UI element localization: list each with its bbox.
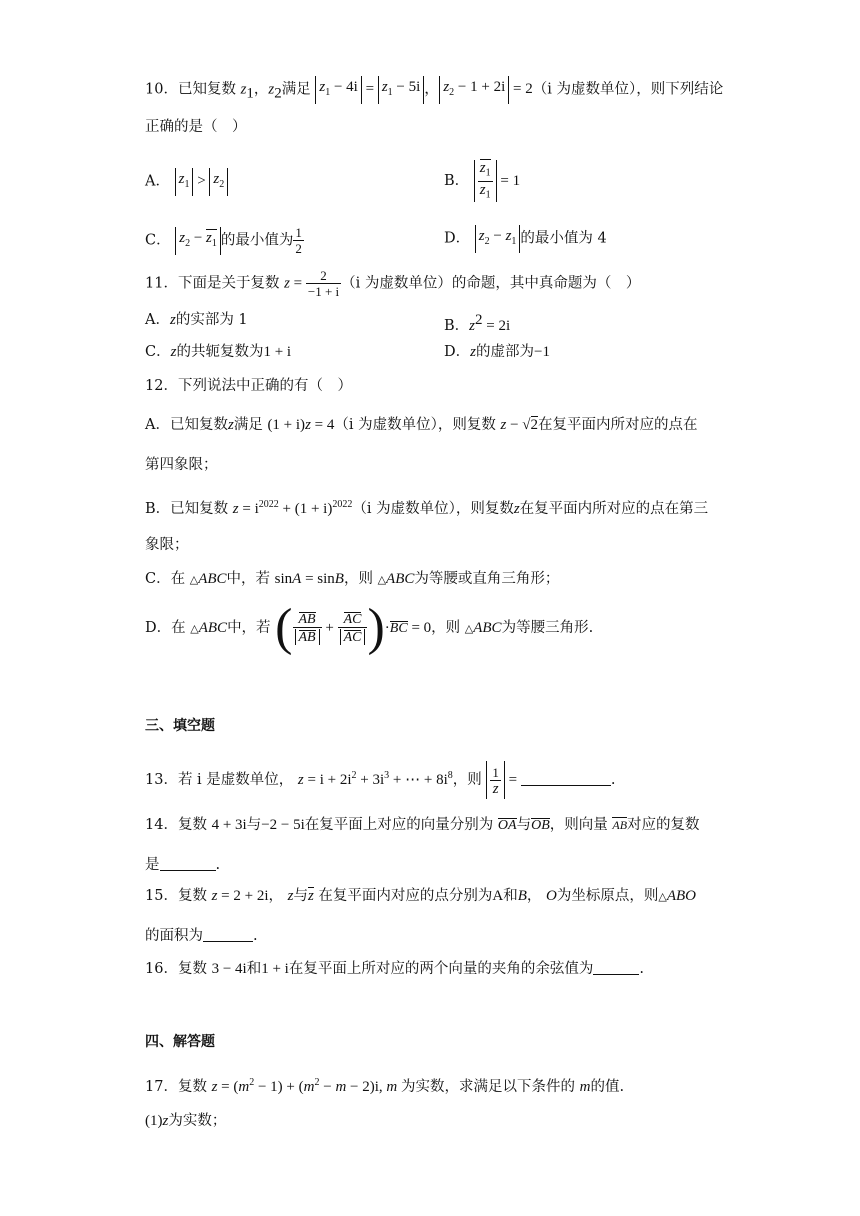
q17-subquestion-1: (1)z为实数； — [145, 1113, 227, 1129]
q12-option-a-line2: 第四象限； — [145, 457, 218, 473]
q10-line2: 正确的是（ ） — [145, 119, 247, 135]
q12-stem: 12．下列说法中正确的有（ ） — [145, 378, 352, 394]
q10-option-b: B． $\frac{z_1}{z_1}$ = 1 — [444, 160, 521, 201]
q10-option-c: C． $z_2 - z_1$ 的最小值为 $\frac{1}{2}$ — [145, 225, 302, 256]
q15-number: 15． — [145, 888, 178, 904]
q10-option-a: A． $z_1 > z_2$ — [145, 168, 228, 196]
q11-line1: 11．下面是关于复数 z = $\frac{2}{-1 + i}$ （i 为虚数单位）的命题，其中真命题为（ ） — [145, 268, 641, 299]
section-4-heading: 四、解答题 — [145, 1034, 215, 1050]
q11-option-d: D．z的虚部为−1 — [444, 344, 550, 360]
q13-line: 13．若 i 是虚数单位， $z = i + 2i^2 + 3i^3$ + ⋯ + $8i^8$，则 $\frac{1}{z}$ = . — [145, 756, 615, 800]
q13-number: 13． — [145, 772, 178, 788]
q17-number: 17． — [145, 1079, 178, 1095]
q11-option-a: A．z的实部为 1 — [145, 312, 248, 328]
q10-number: 10． — [145, 81, 178, 98]
q11-number: 11． — [145, 275, 178, 292]
q16-line: 16．复数 3 − 4i和1 + i在复平面上所对应的两个向量的夹角的余弦值为 . — [145, 961, 644, 977]
q15-line2: 的面积为 . — [145, 928, 258, 944]
q10-option-d: D． $z_2 - z_1$ 的最小值为 4 — [444, 225, 607, 253]
q15-line1: 15．复数 z = 2 + 2i， z与z 在复平面内对应的点分别为A和B， O为坐标原点，则△ABO — [145, 888, 697, 904]
q17-line1: 17．复数 $z = (m^2 - 1) + (m^2 - m - 2)i$, m 为实数，求满足以下条件的 m的值. — [145, 1077, 625, 1095]
q16-number: 16． — [145, 961, 178, 977]
q12-option-b-line1: B．已知复数 $z = i^{2022} + (1 + i)^{2022}(i$ 为虚数单位），则复数z在复平面内所对应的点在第三 — [145, 499, 709, 517]
q12-option-d: D．在 △ABC中，若 ( $\frac{AB}{AB}$ + $\frac{AC}{AC}$ )·BC = 0，则 △ABC为等腰三角形. — [145, 599, 594, 656]
q14-line2: 是 . — [145, 857, 221, 873]
q12-option-a-line1: A．已知复数z满足 (1 + i)z = 4（i 为虚数单位），则复数 z − √2在复平面内所对应的点在 — [145, 417, 698, 433]
section-3-heading: 三、填空题 — [145, 718, 215, 734]
q10-line1: 10．已知复数 $z_1$，$z_2$满足 $z_1 - 4i = z_1 - 5i$ ， $z_2 - 1 + 2i = 2(i$ 为虚数单位），则下列结论 — [145, 76, 723, 104]
q12-option-b-line2: 象限； — [145, 537, 189, 553]
q11-option-b: B．$z^2 = 2i$ — [444, 312, 511, 334]
q14-number: 14． — [145, 817, 178, 833]
q12-option-c: C．在 △ABC中，若 sinA = sinB，则 △ABC为等腰或直角三角形； — [145, 571, 560, 587]
q11-option-c: C．z的共轭复数为1 + i — [145, 344, 292, 360]
q14-line1: 14．复数 4 + 3i与−2 − 5i在复平面上对应的向量分别为 OA与OB，则向量 AB对应的复数 — [145, 817, 700, 833]
q12-number: 12． — [145, 378, 178, 394]
